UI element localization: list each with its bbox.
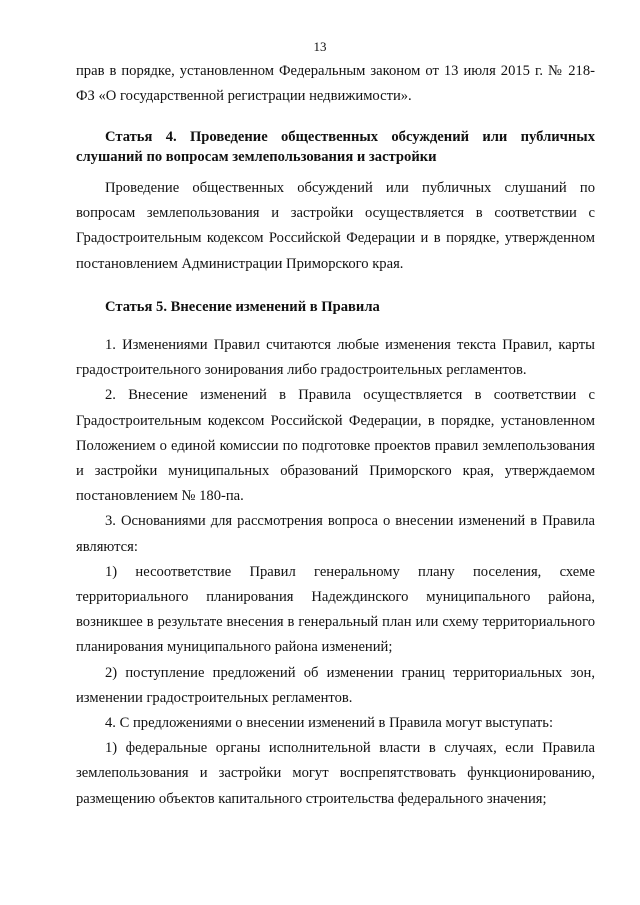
top-continuation-paragraph: прав в порядке, установленном Федеральным законом от 13 июля 2015 г. № 218-ФЗ «О государственной регистрации недвижимости».	[76, 63, 595, 105]
article-5-item-3-sub-1: 1) несоответствие Правил генеральному плану поселения, схеме территориального планирования Надеждинского муниципального района, возникшее в результате внесения в генеральный план или схему территориального планирования муниципального района изменений;	[76, 563, 595, 656]
article-4-body	[76, 176, 595, 277]
article-5-item-1: 1. Изменениями Правил считаются любые изменения текста Правил, карты градостроительного зонирования либо градостроительных регламентов.	[76, 337, 595, 379]
top-continuation-block	[76, 59, 595, 109]
article-4-paragraph: Проведение общественных обсуждений или публичных слушаний по вопросам землепользования и застройки осуществляется в соответствии с Градостроительным кодексом Российской Федерации и в порядке, утвержденном постановлением Администрации Приморского края.	[76, 180, 595, 272]
article-5-item-4: 4. С предложениями о внесении изменений в Правила могут выступать:	[105, 715, 554, 732]
article-5-item-3: 3. Основаниями для рассмотрения вопроса о внесении изменений в Правила являются:	[76, 513, 595, 555]
article-5-heading: Статья 5. Внесение изменений в Правила	[105, 299, 380, 315]
article-4-heading-block	[76, 127, 595, 167]
page-number: 13	[313, 39, 327, 54]
article-5-item-2: 2. Внесение изменений в Правила осуществляется в соответствии с Градостроительным кодексом Российской Федерации, в порядке, установленном Положением о единой комиссии по подготовке проектов правил землепользования и застройки муниципальных образований Приморского края, утверждаемом постановлением № 180-па.	[76, 387, 595, 505]
article-5-item-3-sub-2: 2) поступление предложений об изменении границ территориальных зон, изменении градостроительных регламентов.	[76, 664, 595, 706]
article-5-body	[76, 333, 595, 812]
article-4-heading: Статья 4. Проведение общественных обсуждений или публичных слушаний по вопросам землепользования и застройки	[76, 129, 595, 165]
article-5-heading-block	[76, 297, 595, 317]
article-5-item-4-sub-1: 1) федеральные органы исполнительной власти в случаях, если Правила землепользования и застройки могут воспрепятствовать функционированию, размещению объектов капитального строительства федерального значения;	[76, 740, 595, 807]
